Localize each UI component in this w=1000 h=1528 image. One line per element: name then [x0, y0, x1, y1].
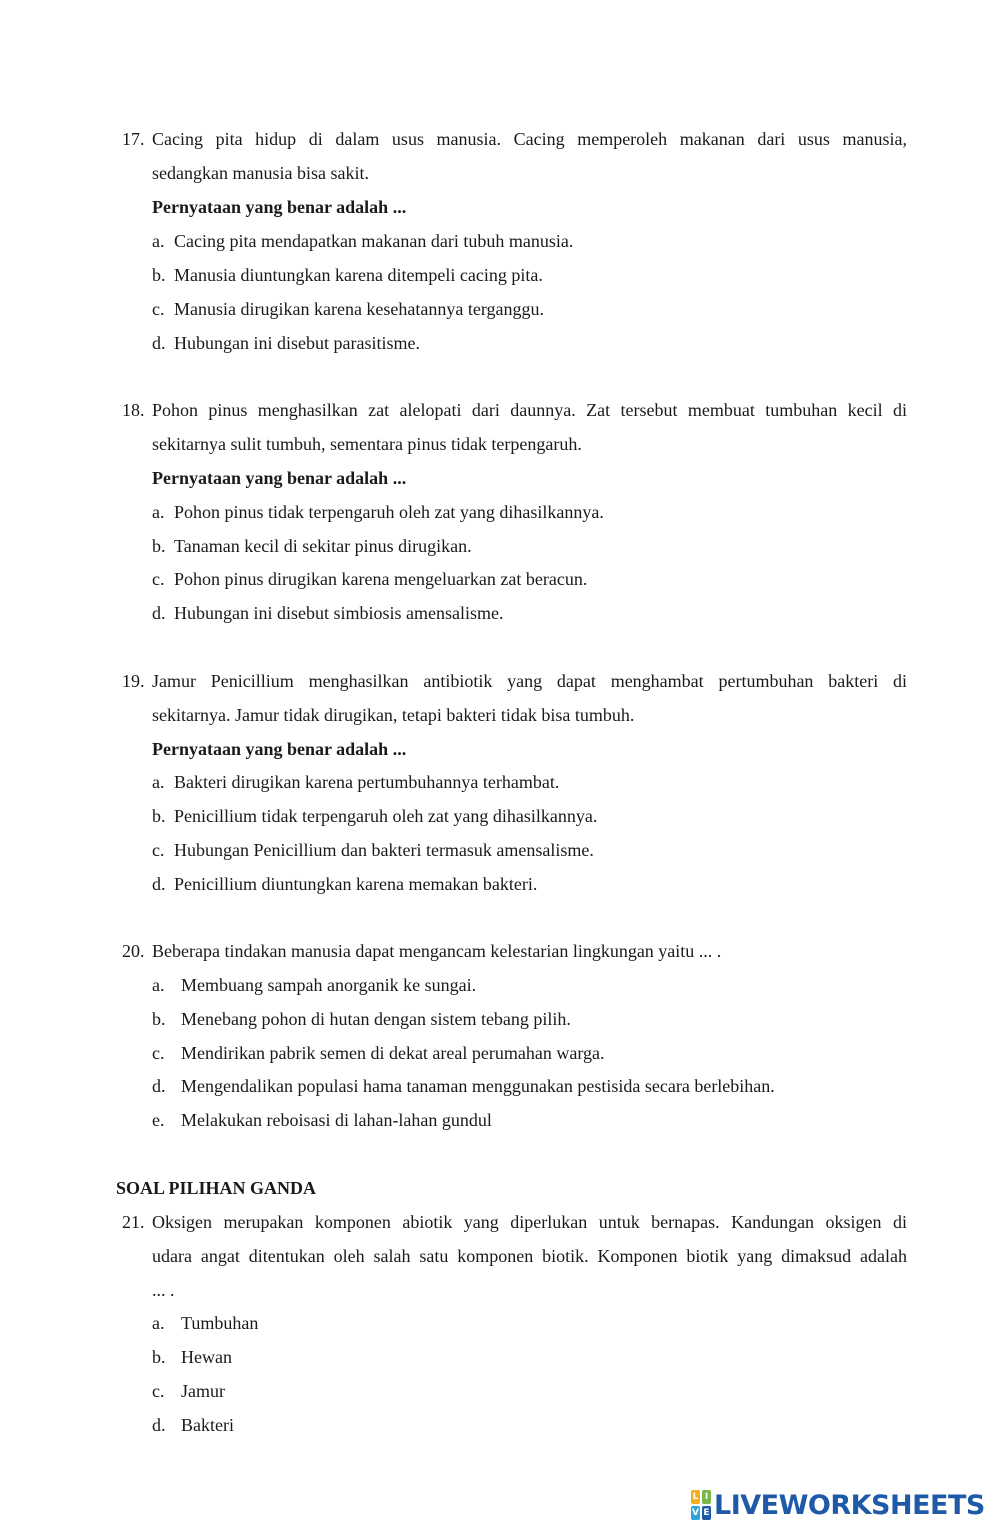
question-stem-line: Oksigen merupakan komponen abiotik yang diperlukan untuk bernapas. Kandungan oksigen di — [152, 1212, 907, 1232]
option-text: Penicillium tidak terpengaruh oleh zat yang dihasilkannya. — [174, 806, 598, 826]
option-text: Menebang pohon di hutan dengan sistem tebang pilih. — [181, 1009, 571, 1029]
question-stem-line: Pohon pinus menghasilkan zat alelopati dari daunnya. Zat tersebut membuat tumbuhan kecil di — [152, 400, 907, 420]
option-text: Tumbuhan — [181, 1313, 259, 1333]
question-stem-line: Cacing pita hidup di dalam usus manusia. Cacing memperoleh makanan dari usus manusia, — [152, 129, 907, 149]
option-text: Manusia dirugikan karena kesehatannya terganggu. — [174, 299, 545, 319]
question-stem-line: sekitarnya sulit tumbuh, sementara pinus tidak terpengaruh. — [152, 434, 582, 454]
option-text: Tanaman kecil di sekitar pinus dirugikan. — [174, 536, 472, 556]
option-text: Bakteri — [181, 1415, 234, 1435]
question-number: 21. — [122, 1212, 145, 1232]
question-stem-line: sekitarnya. Jamur tidak dirugikan, tetapi bakteri tidak bisa tumbuh. — [152, 705, 635, 725]
logo-mark-icon: L I V E — [692, 1492, 710, 1518]
question-number: 18. — [122, 400, 145, 420]
option-text: Jamur — [181, 1381, 225, 1401]
section-heading: SOAL PILIHAN GANDA — [116, 1178, 317, 1198]
question-number: 17. — [122, 129, 145, 149]
option-text: Penicillium diuntungkan karena memakan bakteri. — [174, 874, 538, 894]
question-stem-line: udara angat ditentukan oleh salah satu komponen biotik. Komponen biotik yang dimaksud adalah — [152, 1246, 907, 1266]
option-text: Pohon pinus tidak terpengaruh oleh zat yang dihasilkannya. — [174, 502, 604, 522]
liveworksheets-logo — [691, 1488, 985, 1522]
option-text: Membuang sampah anorganik ke sungai. — [181, 975, 477, 995]
option-text: Bakteri dirugikan karena pertumbuhannya terhambat. — [174, 772, 560, 792]
option-text: Pohon pinus dirugikan karena mengeluarkan zat beracun. — [174, 569, 588, 589]
option-text: Hubungan Penicillium dan bakteri termasuk amensalisme. — [174, 840, 594, 860]
option-text: Mendirikan pabrik semen di dekat areal perumahan warga. — [181, 1043, 605, 1063]
option-text: Hubungan ini disebut simbiosis amensalisme. — [174, 603, 504, 623]
option-text: Hubungan ini disebut parasitisme. — [174, 333, 420, 353]
question-stem-line: ... . — [152, 1280, 175, 1300]
option-text: Manusia diuntungkan karena ditempeli cacing pita. — [174, 265, 543, 285]
question-stem-line: sedangkan manusia bisa sakit. — [152, 163, 369, 183]
question-prompt: Pernyataan yang benar adalah ... — [152, 197, 407, 217]
option-text: Melakukan reboisasi di lahan-lahan gundul — [181, 1110, 492, 1130]
option-text: Cacing pita mendapatkan makanan dari tubuh manusia. — [174, 231, 574, 251]
option-text: Mengendalikan populasi hama tanaman menggunakan pestisida secara berlebihan. — [181, 1076, 775, 1096]
question-stem-line: Jamur Penicillium menghasilkan antibiotik yang dapat menghambat pertumbuhan bakteri di — [152, 671, 907, 691]
question-prompt: Pernyataan yang benar adalah ... — [152, 468, 407, 488]
question-number: 20. — [122, 941, 145, 961]
question-prompt: Pernyataan yang benar adalah ... — [152, 739, 407, 759]
option-text: Hewan — [181, 1347, 232, 1367]
question-number: 19. — [122, 671, 145, 691]
logo-text: LIVEWORKSHEETS — [714, 1489, 985, 1521]
question-stem-line: Beberapa tindakan manusia dapat mengancam kelestarian lingkungan yaitu ... . — [152, 941, 722, 961]
